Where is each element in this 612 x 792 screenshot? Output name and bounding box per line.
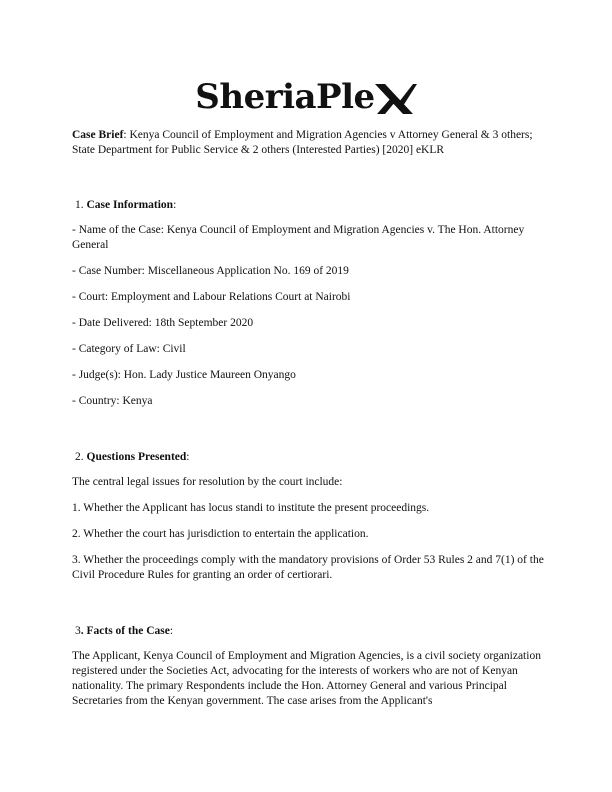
info-item-case-number: - Case Number: Miscellaneous Application No. 169 of 2019: [72, 265, 349, 277]
case-brief-text: : Kenya Council of Employment and Migration Agencies v Attorney General & 3 others; State Department for Public Service & 2 others (Interested Parties) [2020] eKLR: [72, 129, 533, 156]
section-number: 3: [75, 625, 81, 637]
section-title: . Facts of the Case: [80, 625, 170, 637]
sheriaplex-logo: [0, 72, 612, 122]
logo-x-mark-icon: [373, 78, 417, 118]
info-item-judges: - Judge(s): Hon. Lady Justice Maureen Onyango: [72, 369, 296, 381]
section-heading-questions-presented: [75, 450, 544, 465]
section-colon: :: [173, 199, 177, 211]
document-body: [72, 128, 544, 720]
section-spacer: [72, 420, 544, 450]
section-colon: :: [169, 625, 174, 637]
question-item-3: 3. Whether the proceedings comply with the mandatory provisions of Order 53 Rules 2 and 7(1) of the Civil Procedure Rules for granting an order of certiorari.: [72, 554, 544, 581]
info-item-category: - Category of Law: Civil: [72, 343, 186, 355]
question-item-1: 1. Whether the Applicant has locus standi to institute the present proceedings.: [72, 502, 430, 514]
info-item-court: - Court: Employment and Labour Relations Court at Nairobi: [72, 291, 351, 303]
info-item-date: - Date Delivered: 18th September 2020: [72, 317, 254, 329]
case-brief-label: Case Brief: [72, 129, 124, 141]
section-heading-facts: [75, 624, 544, 639]
section-colon: :: [186, 451, 190, 463]
info-item-country: - Country: Kenya: [72, 395, 153, 407]
section-title: Questions Presented: [86, 451, 187, 463]
section-number: 1.: [75, 199, 87, 211]
case-brief: [72, 128, 544, 158]
section-spacer: [72, 594, 544, 624]
logo-wordmark: SheriaPle: [195, 77, 375, 117]
section-title: Case Information: [86, 199, 174, 211]
section-number: 2.: [75, 451, 87, 463]
question-item-2: 2. Whether the court has jurisdiction to entertain the application.: [72, 528, 369, 540]
questions-intro: The central legal issues for resolution by the court include:: [72, 476, 343, 488]
facts-paragraph: The Applicant, Kenya Council of Employment and Migration Agencies, is a civil society organization registered under the Societies Act, advocating for the interests of workers who are not of Kenyan nationality. The primary Respondents include the Hon. Attorney General and various Principal Secretaries from the Kenyan government. The case arises from the Applicant's: [72, 650, 541, 707]
info-item-name: - Name of the Case: Kenya Council of Employment and Migration Agencies v. The Hon. Attorney General: [72, 224, 525, 251]
section-heading-case-information: [75, 198, 544, 213]
